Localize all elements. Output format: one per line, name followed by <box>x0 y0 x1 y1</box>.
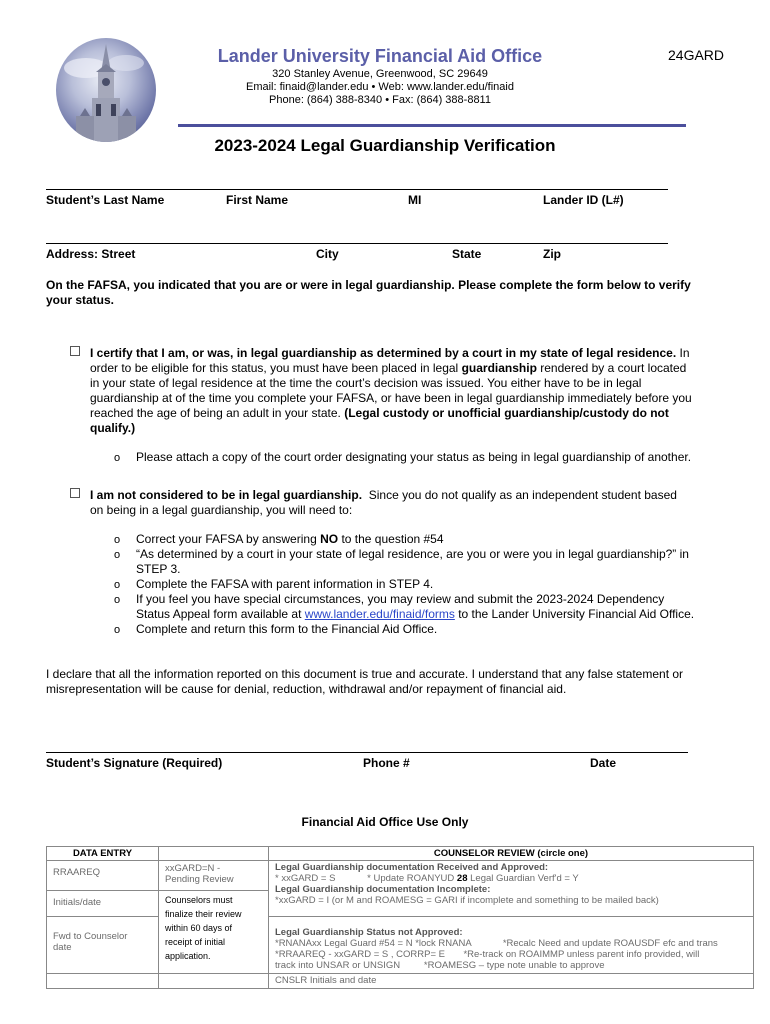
guardianship-yes-checkbox[interactable] <box>70 346 80 356</box>
rraareq-cell <box>47 861 159 891</box>
pending-line-1: xxGARD=N - <box>165 863 221 874</box>
option1-line-2-tail: rendered by a court located <box>540 361 687 375</box>
office-address: 320 Stanley Avenue, Greenwood, SC 29649 <box>272 68 488 80</box>
bullet-icon: o <box>114 549 121 561</box>
finalize-note-cell <box>159 891 269 974</box>
option2-b1-no: NO <box>320 532 339 546</box>
cnslr-label: CNSLR Initials and date <box>275 975 377 986</box>
lander-id-label: Lander ID (L#) <box>543 193 624 207</box>
option1-guardianship-word: guardianship <box>461 361 537 375</box>
declaration-line-2: misrepresentation will be cause for denial, reduction, withdrawal and/or repayment of financial aid. <box>46 682 567 696</box>
option2-step-parent-info: Complete the FAFSA with parent information in STEP 4. <box>136 577 434 591</box>
option2-step-appeal-cont <box>136 607 694 622</box>
date-label: Date <box>590 756 617 770</box>
approved-verfd: Legal Guardian Verf'd = Y <box>470 873 579 884</box>
option1-attach-instruction: Please attach a copy of the court order designating your status as being in legal guardianship of another. <box>136 450 692 464</box>
approved-line-1 <box>275 873 747 884</box>
na-l3b: *ROAMESG – type note unable to approve <box>423 960 605 971</box>
option1-heading <box>90 346 690 361</box>
initials-date-label: Initials/date <box>53 897 102 908</box>
bullet-icon: o <box>114 594 121 606</box>
pending-review-cell <box>159 861 269 891</box>
intro-line-2: your status. <box>46 293 115 307</box>
guardianship-no-checkbox[interactable] <box>70 488 80 498</box>
na-l3a: track into UNSAR or UNSIGN <box>275 960 401 971</box>
form-code: 24GARD <box>668 47 725 63</box>
option1-line-5 <box>90 406 669 421</box>
option1-line-2 <box>90 361 686 376</box>
last-name-label: Student’s Last Name <box>46 193 165 207</box>
approved-28: 28 <box>456 873 468 884</box>
mi-label: MI <box>408 193 422 207</box>
na-l1a: *RNANAxx Legal Guard #54 = N *lock RNANA <box>275 938 472 949</box>
option1-line-3: in your state of legal residence at the time the court’s decision was issued. You either have to be in legal <box>90 376 642 390</box>
office-title: Lander University Financial Aid Office <box>217 46 543 66</box>
university-logo <box>56 38 156 142</box>
finalize-line-3: within 60 days of <box>165 923 233 933</box>
finalize-line-5: application. <box>165 951 211 961</box>
bullet-icon: o <box>114 579 121 591</box>
state-label: State <box>452 247 482 261</box>
option2-b4-pre: Status Appeal form available at <box>136 607 302 621</box>
na-l2b: *Re-track on ROAIMMP unless parent info provided, will <box>463 949 700 960</box>
bullet-icon: o <box>114 624 121 636</box>
option1-line-4: guardianship at of the time you complete your FAFSA, or have been in legal guardianship immediately before you <box>90 391 692 405</box>
option1-heading-tail: In <box>679 346 690 360</box>
office-phone-fax: Phone: (864) 388-8340 • Fax: (864) 388-8811 <box>269 94 491 106</box>
not-approved-heading: Legal Guardianship Status not Approved: <box>275 927 463 938</box>
phone-label: Phone # <box>363 756 410 770</box>
option2-b4-post: to the Lander University Financial Aid Office. <box>458 607 695 621</box>
option1-line-6: qualify.) <box>90 421 136 435</box>
incomplete-line-1: *xxGARD = I (or M and ROAMESG = GARI if incomplete and something to be mailed back) <box>275 895 659 906</box>
clock-tower-icon <box>56 38 156 142</box>
form-title: 2023-2024 Legal Guardianship Verification <box>214 136 556 155</box>
office-use-title: Financial Aid Office Use Only <box>301 815 469 829</box>
na-l1b: *Recalc Need and update ROAUSDF efc and trans <box>502 938 718 949</box>
option2-b1-pre: Correct your FAFSA by answering <box>136 532 317 546</box>
option1-line-2-text: order to be eligible for this status, you must have been placed in legal <box>90 361 459 375</box>
option2-step-appeal: If you feel you have special circumstances, you may review and submit the 2023-2024 Dependency <box>136 592 665 606</box>
option2-step-question: “As determined by a court in your state of legal residence, are you or were you in legal guardianship?” in <box>136 547 689 561</box>
finalize-line-4: receipt of initial <box>165 937 226 947</box>
header-divider <box>178 124 686 127</box>
rraareq-label: RRAAREQ <box>53 867 100 878</box>
fwd-counselor-cell[interactable] <box>47 917 159 974</box>
option1-custody-note: (Legal custody or unofficial guardianship/custody do not <box>344 406 669 420</box>
street-label: Address: Street <box>46 247 136 261</box>
not-approved-line-1 <box>275 938 747 949</box>
first-name-label: First Name <box>226 193 289 207</box>
option2-heading-tail: Since you do not qualify as an independent student based <box>368 488 677 502</box>
not-approved-line-3 <box>275 960 747 971</box>
finalize-line-2: finalize their review <box>165 909 242 919</box>
not-approved-cell <box>269 917 754 974</box>
option2-step-correct-fafsa <box>136 532 444 547</box>
blank-cell-2 <box>159 974 269 989</box>
not-approved-line-2 <box>275 949 747 960</box>
approved-incomplete-cell <box>269 861 754 917</box>
forms-link[interactable]: www.lander.edu/finaid/forms <box>304 607 455 621</box>
intro-line-1: On the FAFSA, you indicated that you are or were in legal guardianship. Please complete the form below to verify <box>46 278 691 292</box>
signature-entry-line[interactable] <box>46 752 688 753</box>
fwd-line-2: date <box>53 942 72 953</box>
option2-heading-text: I am not considered to be in legal guardianship. <box>90 488 363 502</box>
office-email-web: Email: finaid@lander.edu • Web: www.lander.edu/finaid <box>246 81 514 93</box>
counselor-review-header: COUNSELOR REVIEW (circle one) <box>269 847 754 861</box>
blank-cell-1 <box>47 974 159 989</box>
option2-heading <box>90 488 677 503</box>
pending-line-2: Pending Review <box>165 874 234 885</box>
fwd-line-1: Fwd to Counselor <box>53 931 128 942</box>
blank-header <box>159 847 269 861</box>
approved-update: * Update ROANYUD <box>367 873 455 884</box>
bullet-icon: o <box>114 534 121 546</box>
option2-line-2: on being in a legal guardianship, you will need to: <box>90 503 353 517</box>
option1-line-5-text: reached the age of being an adult in your state. <box>90 406 341 420</box>
office-use-table <box>46 846 754 989</box>
option2-step-return-form: Complete and return this form to the Financial Aid Office. <box>136 622 438 636</box>
signature-label: Student’s Signature (Required) <box>46 756 223 770</box>
address-entry-line[interactable] <box>46 243 668 244</box>
approved-gard-s: * xxGARD = S <box>275 873 336 884</box>
bullet-icon: o <box>114 452 121 464</box>
option2-b1-post: to the question #54 <box>341 532 444 546</box>
data-entry-header: DATA ENTRY <box>47 847 159 861</box>
finalize-line-1: Counselors must <box>165 895 233 905</box>
initials-date-cell[interactable] <box>47 891 159 917</box>
option2-step-question-cont: STEP 3. <box>136 562 181 576</box>
zip-label: Zip <box>543 247 561 261</box>
city-label: City <box>316 247 339 261</box>
approved-heading: Legal Guardianship documentation Received and Approved: <box>275 862 549 873</box>
name-entry-line[interactable] <box>46 189 668 190</box>
incomplete-heading: Legal Guardianship documentation Incomplete: <box>275 884 491 895</box>
declaration-line-1: I declare that all the information reported on this document is true and accurate. I understand that any false statement or <box>46 667 684 681</box>
option1-heading-text: I certify that I am, or was, in legal guardianship as determined by a court in my state of legal residence. <box>90 346 677 360</box>
na-l2a: *RRAAREQ - xxGARD = S , CORRP= E <box>275 949 445 960</box>
cnslr-cell[interactable] <box>269 974 754 989</box>
